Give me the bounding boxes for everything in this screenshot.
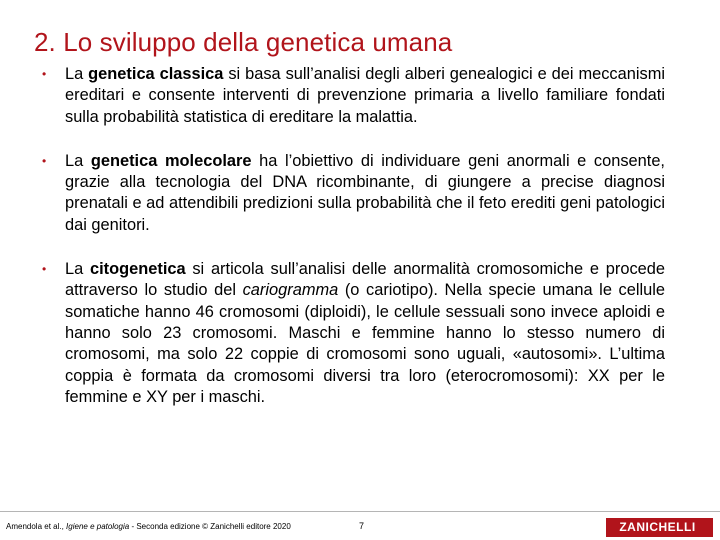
bullet-prefix: La (65, 260, 90, 279)
bullet-text: ha l’obiettivo di individuare geni anormali e consente, grazie alla tecnologia del DNA ricombinante, di giungere a precise diagnosi prenatali e ad attendibili predizioni sulla probabilità che il feto erediti geni patologici dai genitori. (65, 151, 665, 234)
bullet-italic-term: cariogramma (242, 281, 339, 300)
bullet-dot-icon: • (42, 262, 47, 277)
publisher-logo: ZANICHELLI (606, 518, 709, 537)
bullet-list (40, 64, 665, 431)
footer-authors: Amendola et al., (6, 522, 67, 531)
bullet-dot-icon: • (42, 67, 47, 81)
bullet-item (40, 64, 665, 128)
bullet-prefix: La (65, 65, 89, 83)
bullet-text: si basa sull’analisi degli alberi genealogici e dei meccanismi ereditari e consente interventi di prevenzione primaria a livello familiare fondati sulla probabilità statistica di ereditare la malattia. (65, 65, 665, 126)
bullet-text: si articola sull’analisi delle anormalità cromosomiche e procede attraverso lo studio del (65, 260, 665, 300)
bullet-keyword: genetica molecolare (90, 151, 252, 170)
bullet-item (40, 151, 665, 236)
footer-credits (6, 522, 291, 531)
footer-book-title: Igiene e patologia (66, 522, 130, 531)
bullet-text: (o cariotipo). Nella specie umana le cellule somatiche hanno 46 cromosomi (diploidi), le cellule sessuali sono invece aploidi e hanno solo 23 cromosomi. Maschi e femmine hanno lo stesso numero di cromosomi, ma solo 22 coppie di cromosomi sono uguali, «autosomi». L’ultima coppia è formata da cromosomi diversi tra loro (eterocromosomi): XX per le femmine e XY per i maschi. (65, 281, 665, 406)
footer-edition: - Seconda edizione © Zanichelli editore 2020 (129, 522, 291, 531)
bullet-keyword: citogenetica (89, 260, 186, 279)
bullet-item (40, 259, 665, 408)
footer-divider (0, 511, 720, 512)
slide-title: 2. Lo sviluppo della genetica umana (34, 27, 453, 58)
page-number: 7 (359, 521, 365, 531)
bullet-dot-icon: • (42, 153, 47, 168)
bullet-keyword: genetica classica (88, 65, 224, 83)
bullet-prefix: La (65, 151, 91, 170)
